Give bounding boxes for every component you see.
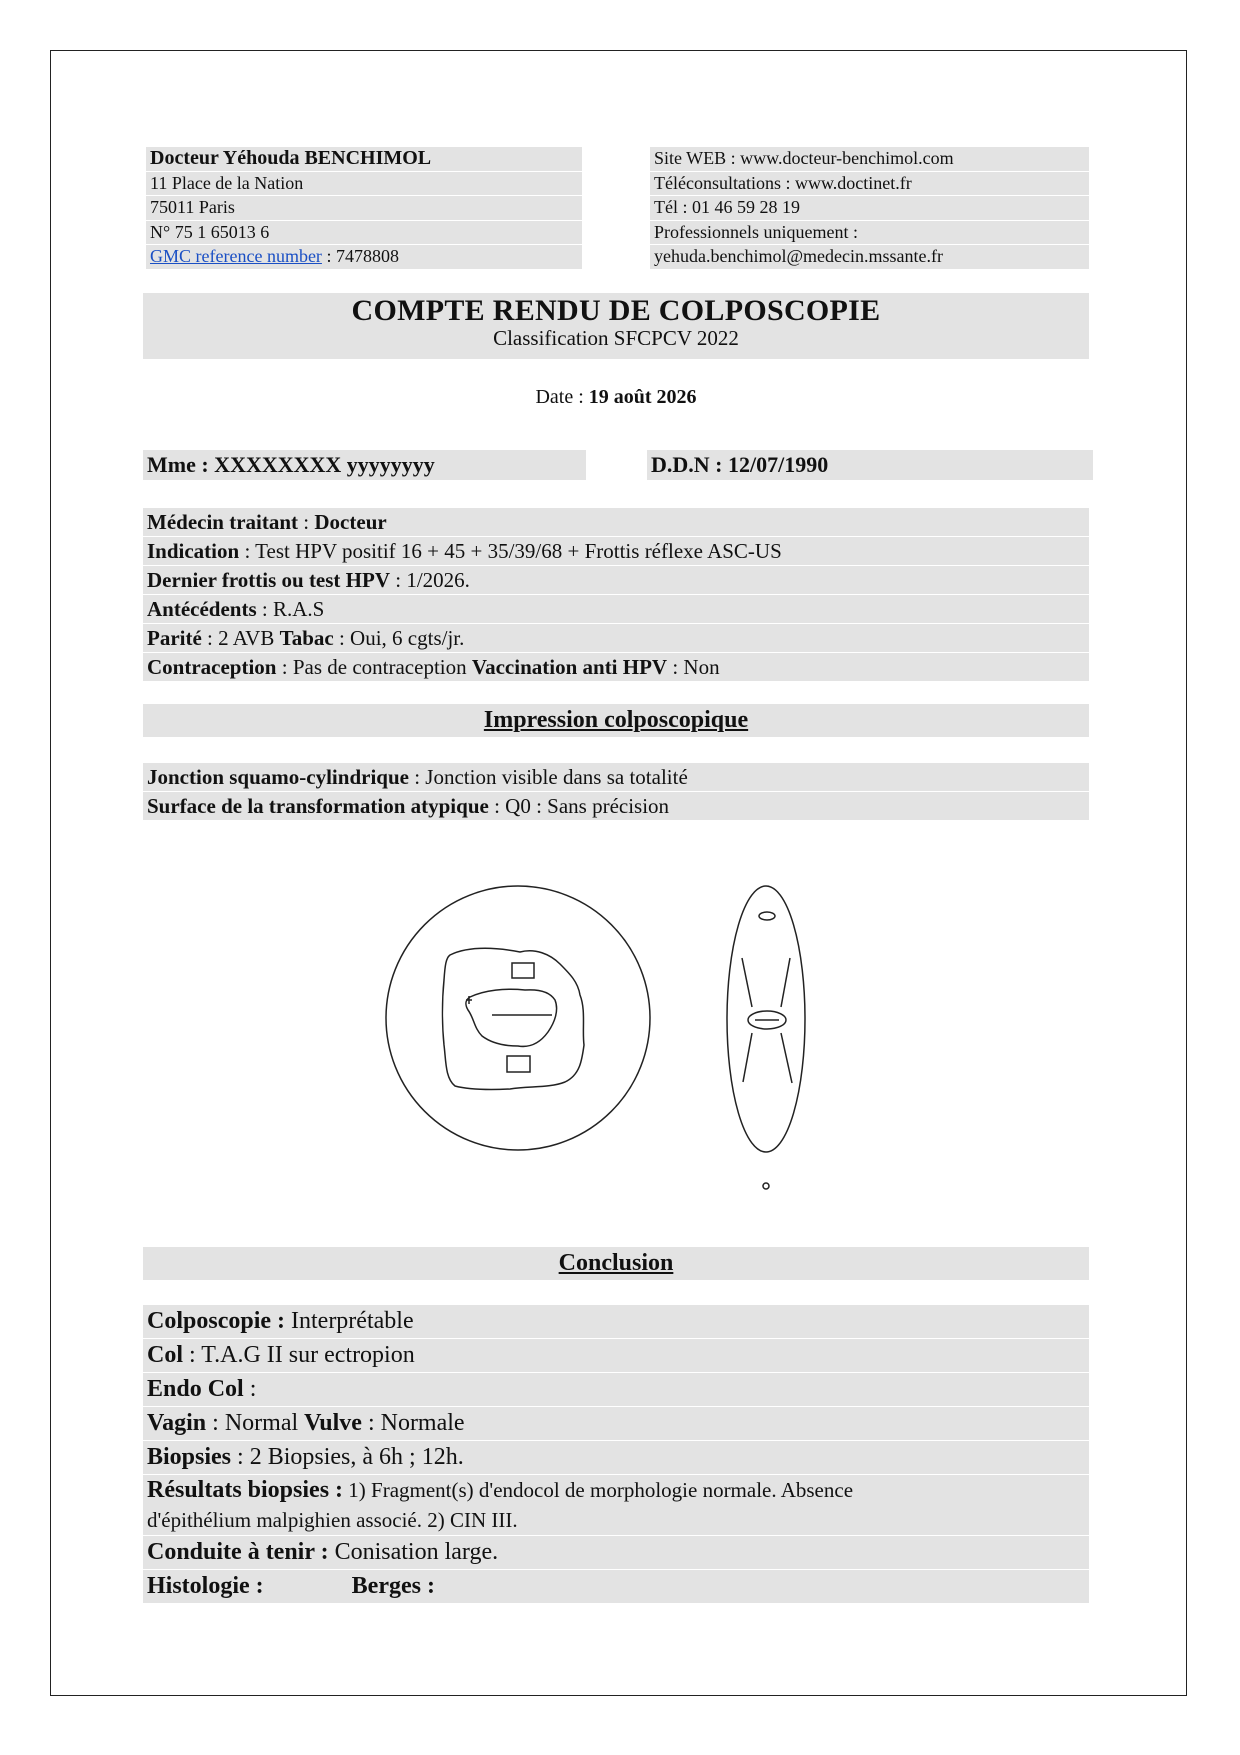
contact-web: Site WEB : www.docteur-benchimol.com	[650, 147, 1089, 172]
lateral-stroke-4	[781, 1033, 792, 1083]
contact-email: yehuda.benchimol@medecin.mssante.fr	[650, 245, 1089, 270]
cervix-circle	[386, 886, 650, 1150]
contact-teleconsult: Téléconsultations : www.doctinet.fr	[650, 172, 1089, 197]
concl-conduite: Conduite à tenir : Conisation large.	[143, 1536, 1089, 1570]
lateral-view-ellipse	[727, 886, 805, 1152]
doctor-address-1: 11 Place de la Nation	[146, 172, 582, 197]
lesion-outline	[466, 989, 557, 1046]
info-indication: Indication : Test HPV positif 16 + 45 + 35/39/68 + Frottis réflexe ASC-US	[143, 537, 1089, 566]
info-parite-tabac: Parité : 2 AVB Tabac : Oui, 6 cgts/jr.	[143, 624, 1089, 653]
clinical-info	[143, 508, 1089, 682]
conclusion-title: Conclusion	[143, 1247, 1089, 1280]
doctor-block	[146, 147, 582, 270]
date-value: 19 août 2026	[588, 386, 697, 408]
gmc-line	[146, 245, 582, 270]
concl-endocol: Endo Col :	[143, 1373, 1089, 1407]
report-title-box	[143, 293, 1089, 359]
info-dernier-frottis: Dernier frottis ou test HPV : 1/2026.	[143, 566, 1089, 595]
report-date	[143, 386, 1089, 409]
doctor-number: N° 75 1 65013 6	[146, 221, 582, 246]
report-subtitle: Classification SFCPCV 2022	[493, 326, 739, 350]
impression-title: Impression colposcopique	[143, 704, 1089, 737]
patient-name: Mme : XXXXXXXX yyyyyyyy	[143, 450, 586, 480]
impression-details	[143, 763, 1089, 821]
concl-biopsies: Biopsies : 2 Biopsies, à 6h ; 12h.	[143, 1441, 1089, 1475]
concl-vagin-vulve: Vagin : Normal Vulve : Normale	[143, 1407, 1089, 1441]
lateral-stroke-1	[742, 958, 752, 1007]
info-antecedents: Antécédents : R.A.S	[143, 595, 1089, 624]
lateral-stroke-3	[743, 1033, 752, 1082]
contact-phone: Tél : 01 46 59 28 19	[650, 196, 1089, 221]
report-title: COMPTE RENDU DE COLPOSCOPIE	[351, 294, 881, 327]
impression-surface: Surface de la transformation atypique : Q0 : Sans précision	[143, 792, 1089, 821]
gmc-value: : 7478808	[321, 246, 399, 266]
patient-dob: D.D.N : 12/07/1990	[647, 450, 1093, 480]
info-medecin: Médecin traitant : Docteur	[143, 508, 1089, 537]
lateral-view-top-mark	[759, 912, 775, 920]
biopsy-marker-6h	[507, 1056, 530, 1072]
doctor-address-2: 75011 Paris	[146, 196, 582, 221]
impression-jonction: Jonction squamo-cylindrique : Jonction visible dans sa totalité	[143, 763, 1089, 792]
cervix-diagram	[370, 860, 830, 1210]
contact-pro-label: Professionnels uniquement :	[650, 221, 1089, 246]
concl-colposcopie: Colposcopie : Interprétable	[143, 1305, 1089, 1339]
conclusion-details	[143, 1305, 1089, 1604]
transformation-zone-outline	[443, 948, 585, 1089]
biopsy-marker-12h	[512, 963, 534, 978]
lateral-stroke-2	[781, 958, 790, 1007]
doctor-name: Docteur Yéhouda BENCHIMOL	[146, 147, 582, 172]
concl-histologie-berges: Histologie : Berges :	[143, 1570, 1089, 1604]
gmc-reference-link[interactable]: GMC reference number	[150, 246, 322, 266]
concl-resultats: Résultats biopsies : 1) Fragment(s) d'endocol de morphologie normale. Absence d'épithélium malpighien associé. 2) CIN III.	[143, 1475, 1089, 1536]
concl-col: Col : T.A.G II sur ectropion	[143, 1339, 1089, 1373]
bottom-small-circle	[763, 1183, 769, 1189]
contact-block	[650, 147, 1089, 270]
info-contraception-vaccination: Contraception : Pas de contraception Vaccination anti HPV : Non	[143, 653, 1089, 682]
date-label: Date :	[535, 386, 589, 408]
